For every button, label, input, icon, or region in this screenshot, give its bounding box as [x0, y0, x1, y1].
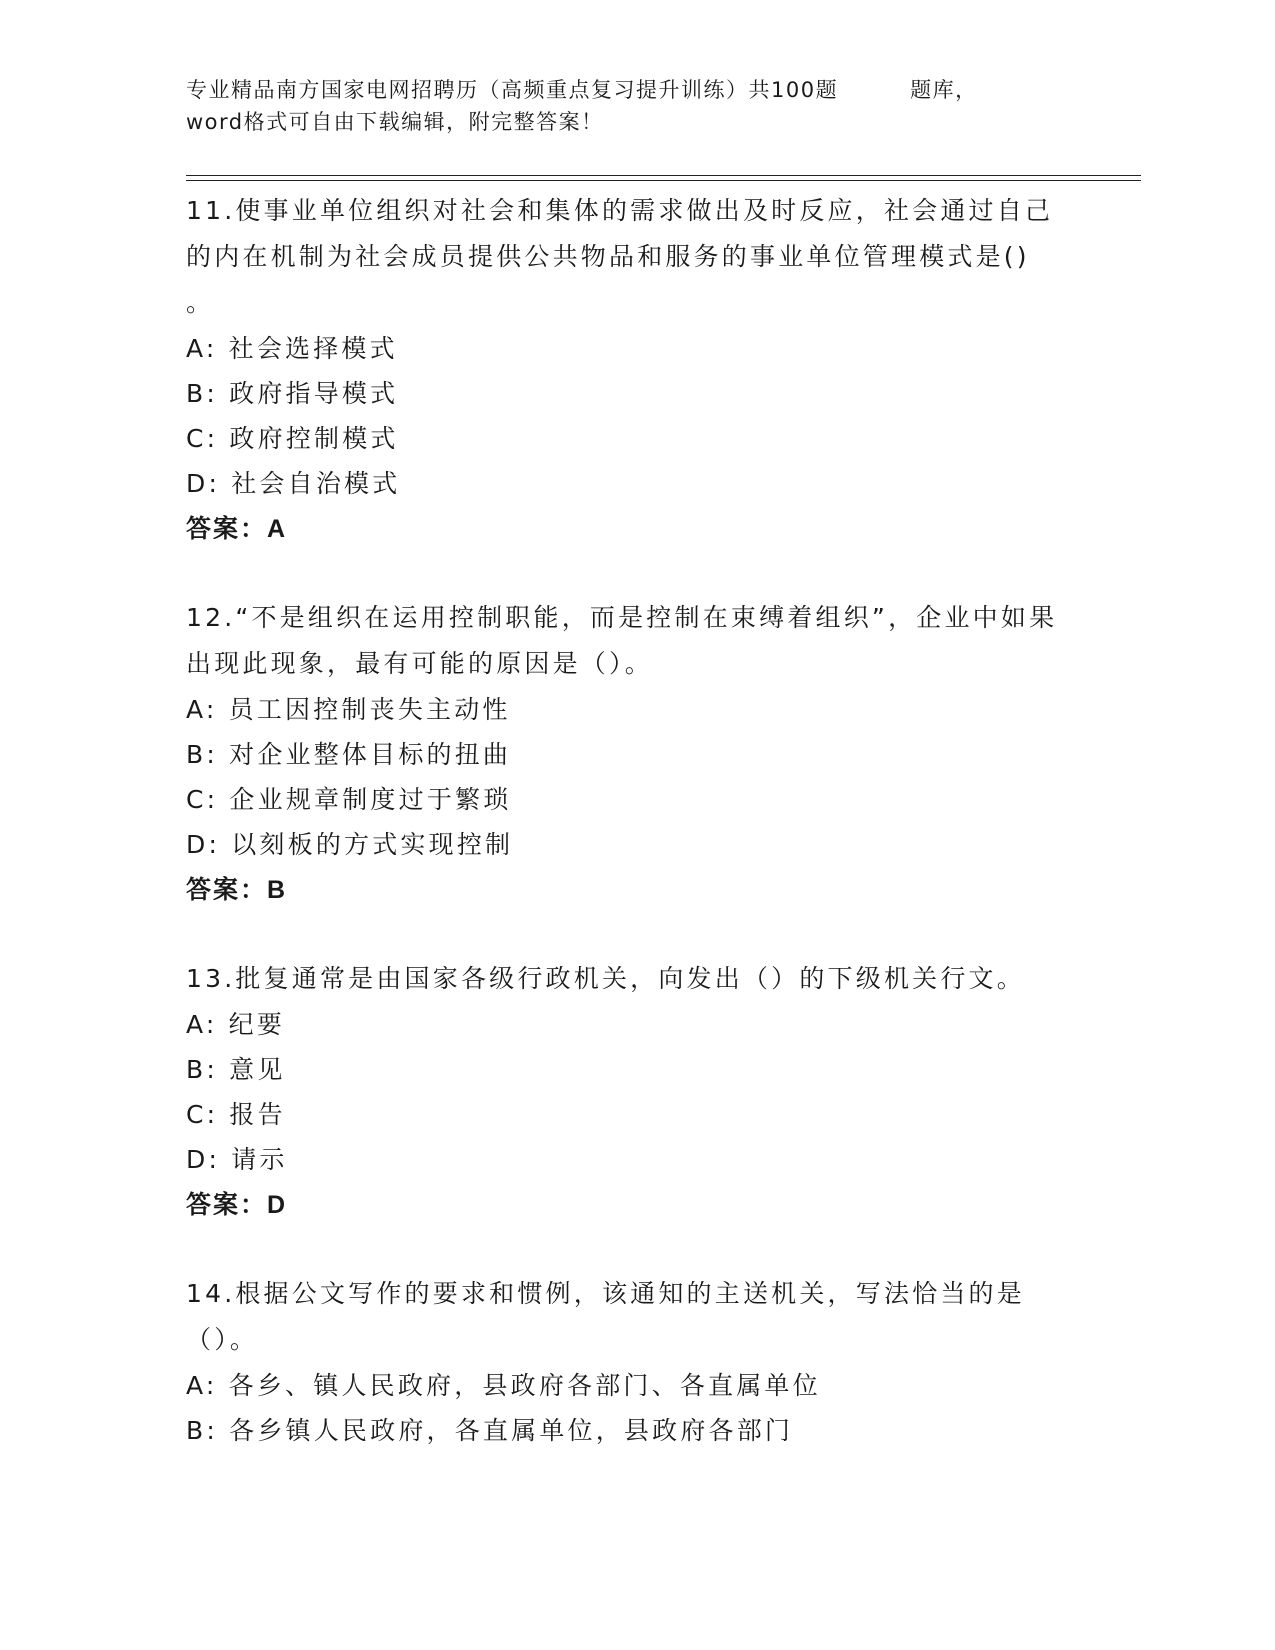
- question-text: 13.批复通常是由国家各级行政机关，向发出（）的下级机关行文。: [186, 964, 1025, 993]
- answer-line: 答案：D: [186, 1191, 288, 1219]
- header-divider-bottom: [186, 180, 1141, 181]
- header-title-suffix: 题库，: [910, 78, 978, 102]
- question-14: [186, 1271, 1066, 1453]
- option-d: D: 社会自治模式: [186, 469, 401, 498]
- document-header: [186, 74, 1066, 138]
- option-a: A: 各乡、镇人民政府，县政府各部门、各直属单位: [186, 1371, 821, 1400]
- question-13: [186, 956, 1066, 1228]
- option-c: C: 报告: [186, 1100, 286, 1129]
- question-text: 12.“不是组织在运用控制职能，而是控制在束缚着组织”，企业中如果出现此现象，最有可能的原因是（）。: [186, 603, 1058, 678]
- option-b: B: 政府指导模式: [186, 379, 399, 408]
- header-divider-top: [186, 175, 1141, 176]
- option-d: D: 请示: [186, 1145, 288, 1174]
- answer-line: 答案：B: [186, 876, 288, 904]
- option-b: B: 对企业整体目标的扭曲: [186, 740, 512, 769]
- option-b: B: 各乡镇人民政府，各直属单位，县政府各部门: [186, 1416, 794, 1445]
- option-d: D: 以刻板的方式实现控制: [186, 830, 514, 859]
- option-b: B: 意见: [186, 1055, 286, 1084]
- question-12: [186, 595, 1066, 913]
- option-a: A: 社会选择模式: [186, 334, 398, 363]
- header-line-1: [186, 74, 1066, 106]
- option-a: A: 员工因控制丧失主动性: [186, 695, 511, 724]
- question-list: [186, 188, 1066, 1453]
- option-a: A: 纪要: [186, 1010, 286, 1039]
- option-c: C: 政府控制模式: [186, 424, 399, 453]
- header-line-2: word格式可自由下载编辑，附完整答案！: [186, 110, 604, 134]
- question-text-tail: 。: [186, 288, 215, 317]
- header-title: 专业精品南方国家电网招聘历（高频重点复习提升训练）共100题: [186, 78, 839, 102]
- question-text: 14.根据公文写作的要求和惯例，该通知的主送机关，写法恰当的是（）。: [186, 1279, 1025, 1354]
- option-c: C: 企业规章制度过于繁琐: [186, 785, 512, 814]
- answer-line: 答案：A: [186, 515, 288, 543]
- question-11: [186, 188, 1066, 552]
- question-text: 11.使事业单位组织对社会和集体的需求做出及时反应，社会通过自己的内在机制为社会成员提供公共物品和服务的事业单位管理模式是(): [186, 196, 1054, 271]
